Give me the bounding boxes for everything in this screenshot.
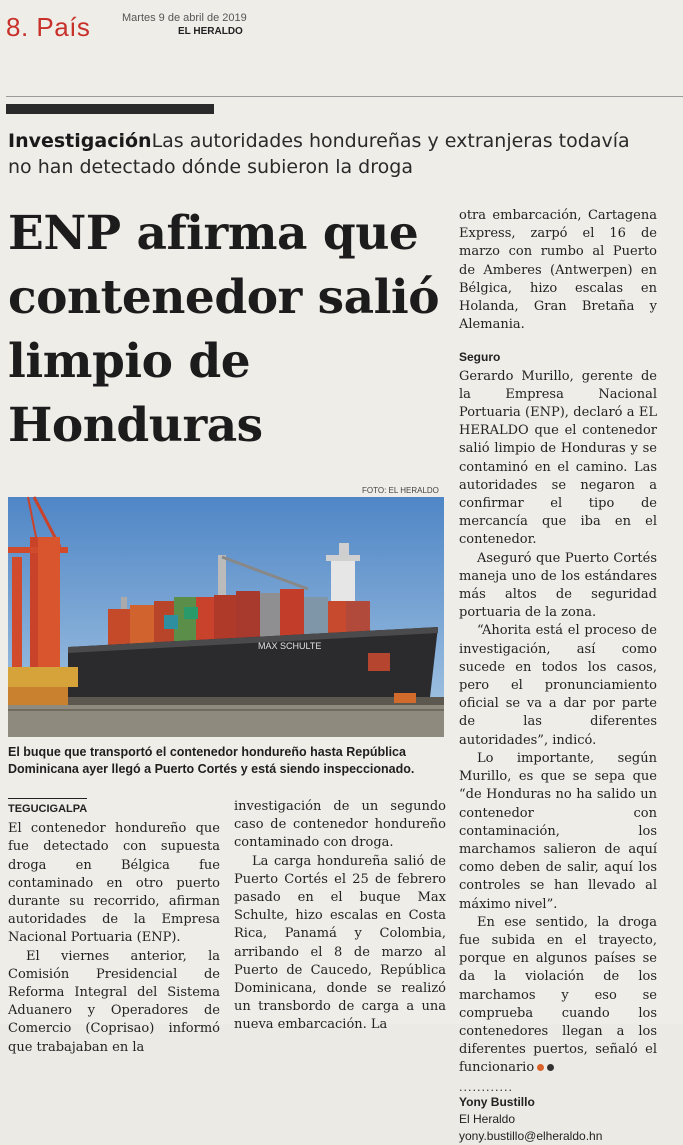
paragraph: investigación de un segundo caso de contenedor hondureño contaminado con droga. [234,799,446,851]
issue-date: Martes 9 de abril de 2019 [122,12,247,24]
deck-text: Las autoridades hondureñas y extranjeras todavía no han detectado dónde subieron la droga [8,130,630,178]
headline: ENP afirma que contenedor salió limpio de Honduras [8,206,440,453]
photo-credit: FOTO: EL HERALDO [362,486,439,495]
subhead: Seguro [459,350,501,365]
newspaper-name: EL HERALDO [178,26,243,37]
header-divider [6,96,683,97]
paragraph-text: En ese sentido, la droga fue subida en el trayecto, porque en algunos países se da la violación de los marchamos y eso se comprueba cuando los contenedores llegan a los diferentes puertos, señaló el funcionario [459,914,657,1076]
ship-photo [8,497,444,737]
paragraph: “Ahorita está el proceso de investigación, así como sucede en todos los casos, pero el pronunciamiento oficial se va a dar por parte de las diferentes autoridades”, indicó. [459,623,657,748]
deck-label: Investigación [8,130,152,152]
photo-caption: El buque que transportó el contenedor hondureño hasta República Dominicana ayer llegó a Puerto Cortés y está siendo inspeccionado. [8,745,415,776]
end-mark-orange-icon [537,1064,544,1071]
end-mark-dark-icon [547,1064,554,1071]
section-label: 8. País [6,12,91,42]
ship-name: MAX SCHULTE [258,641,322,651]
article-deck [8,128,648,180]
paragraph: La carga hondureña salió de Puerto Cortés el 25 de febrero pasado en el buque Max Schulte, hizo escalas en Costa Rica, Panamá y Colombia, arribando el 8 de marzo al Puerto de Caucedo, República Dominicana, donde se realizó un transbordo de carga a una nueva embarcación. La [234,853,446,1033]
byline-separator: ............ [459,1080,513,1094]
article-column-2 [234,798,446,1035]
ship-illustration [8,497,444,737]
paragraph: El contenedor hondureño que fue detectado con supuesta droga en Bélgica fue contaminado en otro puerto durante su recorrido, afirman autoridades de la Empresa Nacional Portuaria (ENP). [8,821,220,946]
paragraph: Lo importante, según Murillo, es que se sepa que “de Honduras no ha salido un contenedor con contaminación, los marchamos salieron de aquí como deben de salir, aquí los controles se han llevado al máximo nivel”. [459,750,657,912]
author-email: yony.bustillo@elheraldo.hn [459,1128,603,1143]
paragraph: Gerardo Murillo, gerente de la Empresa Nacional Portuaria (ENP), declaró a EL HERALDO que el contenedor salió limpio de Honduras y se contaminó en el camino. Las autoridades se negaron a confirmar el tipo de mercancía que iba en el contenedor. [459,368,657,548]
author-org: El Heraldo [459,1111,516,1126]
paragraph: Aseguró que Puerto Cortés maneja uno de los estándares más altos de seguridad portuaria de la zona. [459,550,657,621]
paragraph: El viernes anterior, la Comisión Presidencial de Reforma Integral del Sistema Aduanero y Operadores de Comercio (Coprisao) informó que trabajaban en la [8,948,220,1055]
author-name: Yony Bustillo [459,1094,535,1109]
dateline: TEGUCIGALPA [8,798,87,818]
article-column-1 [8,798,220,1057]
article-column-3 [459,207,657,1145]
final-paragraph [459,914,657,1078]
kicker-bar [6,104,214,114]
paragraph: otra embarcación, Cartagena Express, zarpó el 16 de marzo con rumbo al Puerto de Amberes (Antwerpen) en Bélgica, hizo escalas en Holanda, Gran Bretaña y Alemania. [459,208,657,333]
